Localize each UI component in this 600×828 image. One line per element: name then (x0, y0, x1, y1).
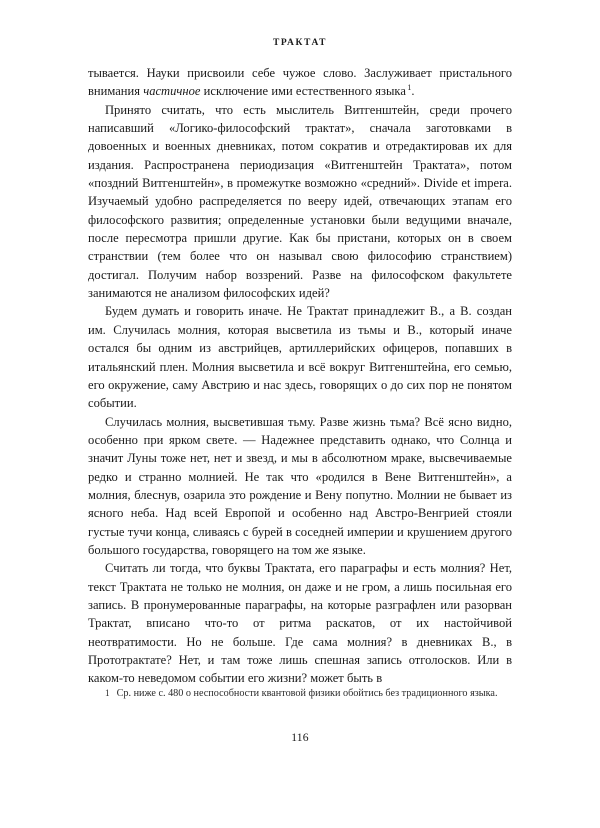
paragraph-run-text: . (411, 84, 415, 99)
body-text-block (88, 64, 512, 688)
paragraph: Считать ли тогда, что буквы Трактата, его параграфы и есть молния? Нет, текст Трактата не только не молния, он даже и не гром, а лишь посильная его запись. В пронумерованные параграфы, на которые разграфлен или разорван Трактат, вписано что-то от ритма раскатов, от их настойчивой неотвратимости. Но не больше. Где сама молния? в дневниках В., в Прототрактате? Нет, и там тоже лишь спешная запись отголосков. Или в каком-то неведомом событии его жизни? может быть в (88, 561, 512, 686)
paragraph: Случилась молния, высветившая тьму. Разве жизнь тьма? Всё ясно видно, особенно при ярком свете. — Надежнее представить однако, что Солнца и значит Луны тоже нет, нет и звезд, и мы в абсолютном мраке, высвечиваемые редко и странно молнией. Не так что «родился в Вене Витгенштейн», а молния, блеснув, озарила это рождение и Вену попутно. Молнии не бывает из ясного неба. Над всей Европой и особенно над Австро-Венгрией стояли густые тучи конца, сливаясь с бурей в соседней империи и крушением другого большого государства, говорящего на том же языке. (88, 414, 512, 557)
footnote-entry (88, 686, 512, 702)
paragraph-run-italic: частичное (143, 84, 201, 99)
footnote-reference-marker[interactable]: 1 (407, 83, 412, 93)
footnote-block (88, 686, 512, 702)
paragraph (88, 64, 512, 101)
running-head: ТРАКТАТ (272, 38, 328, 48)
paragraph: Будем думать и говорить иначе. Не Трактат принадлежит В., а В. создан им. Случилась молния, которая высветила из тьмы и В., который иначе остался бы одним из австрийцев, артиллерийских офицеров, попавших в итальянский плен. Молния высветила и всё вокруг Витгенштейна, его семью, его окружение, саму Австрию и нас здесь, говорящих о до сих пор не понятом событии. (88, 304, 512, 411)
paragraph: Принято считать, что есть мыслитель Витгенштейн, среди прочего написавший «Логико-философский трактат», сначала заготовками в довоенных и военных дневниках, потом сократив и отредактировав их для издания. Распространена периодизация «Витгенштейн Трактата», потом «поздний Витгенштейн», в промежутке возможно «средний». Divide et impera. Изучаемый удобно распределяется по вееру идей, отвечающих этапам его философского развития; определенные установки были ведущими вначале, после пересмотра пришли другие. Как бы пристани, которых он в своем странствии (тем более что он называл свою философию странствием) достигал. Получим набор воззрений. Разве на философском факультете занимаются не анализом философских идей? (88, 102, 512, 301)
footnote-number: 1 (105, 688, 110, 698)
page-number: 116 (291, 731, 309, 744)
footnote-text: Ср. ниже с. 480 о неспособности квантовой физики обойтись без традиционного языка. (116, 688, 498, 699)
paragraph-run-text: исключение ими естественного языка (200, 84, 406, 99)
paragraph-run-text: тывается. Науки присвоили себе чужое слово. Заслуживает пристального внимания (88, 66, 512, 99)
